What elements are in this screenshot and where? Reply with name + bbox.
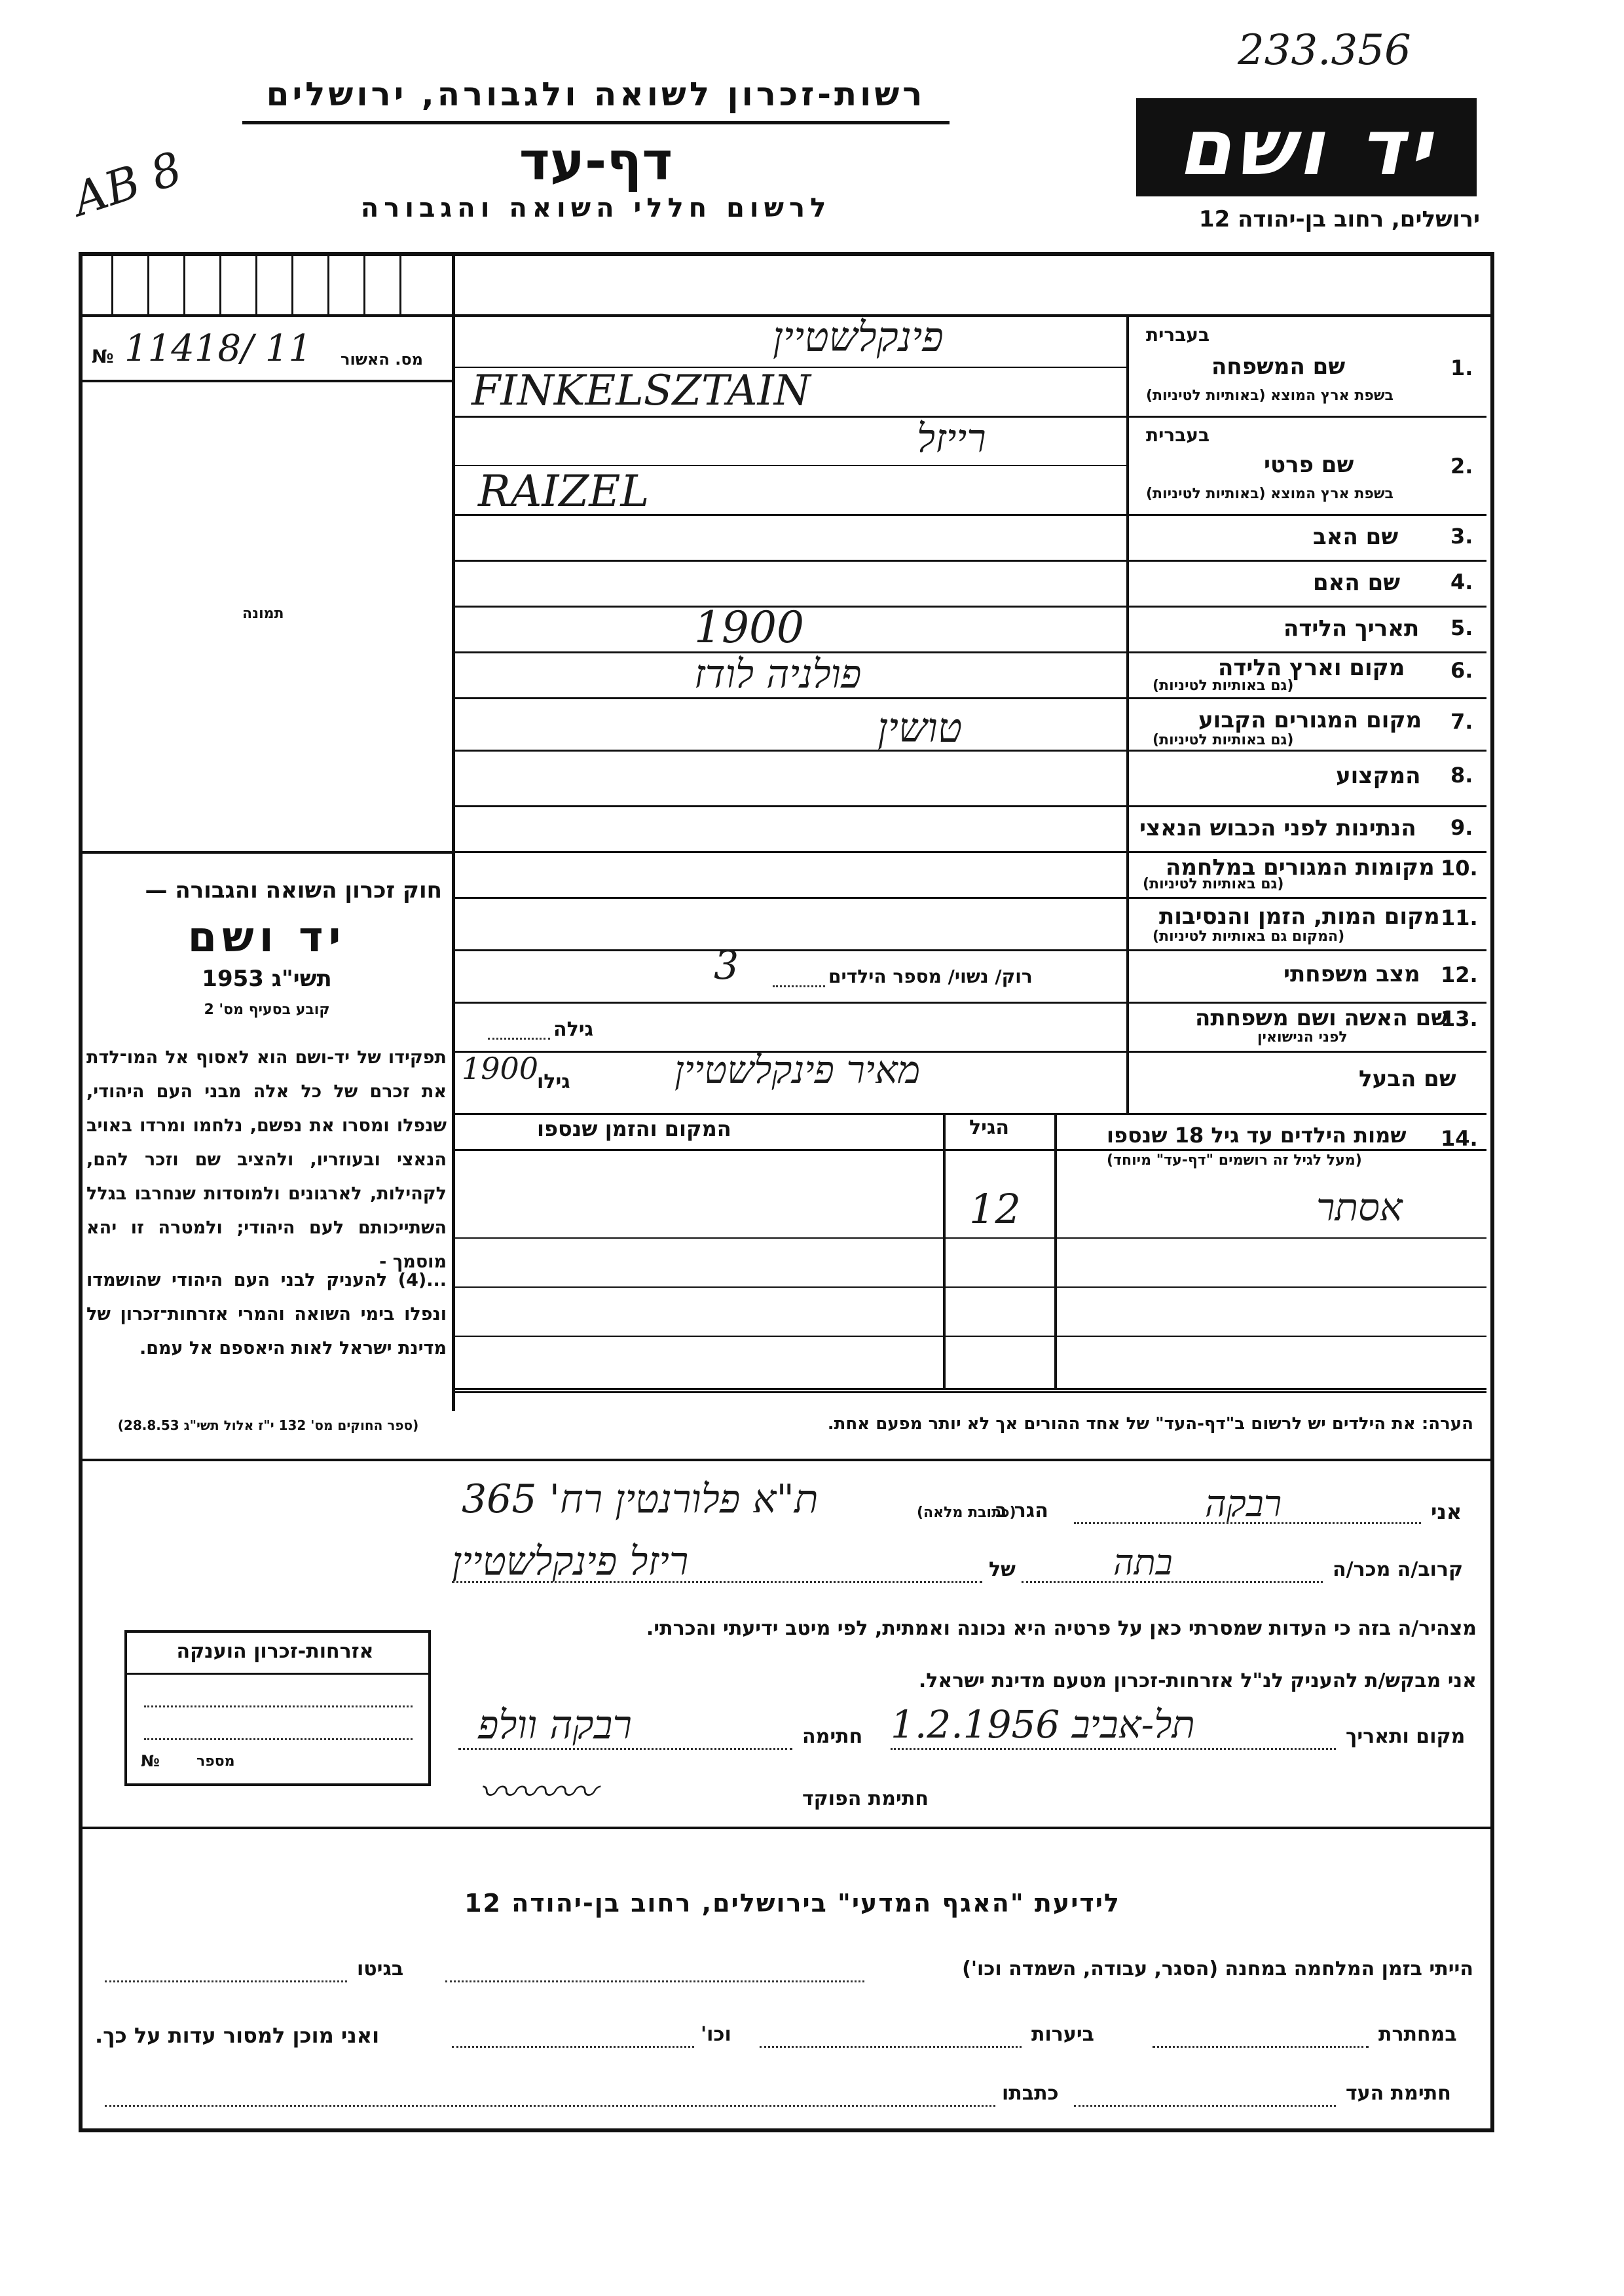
label-column-divider <box>1126 314 1129 1113</box>
field-2-label: שם פרטי <box>1264 452 1354 478</box>
field-10-sub: (גם באותיות לטיניות) <box>1143 876 1284 892</box>
law-title: חוק זכרון השואה והגבורה — <box>145 877 442 903</box>
field-5-value: 1900 <box>694 602 804 653</box>
field-7-value: טושין <box>877 704 963 752</box>
children-col-age: הגיל <box>969 1116 1009 1139</box>
field-1-heb-tag: בעברית <box>1146 324 1210 346</box>
field-6-sub: (גם באותיות לטיניות) <box>1153 678 1294 694</box>
field-12-options: רוק/ נשוי/ מספר הילדים <box>828 966 1033 987</box>
document-number: 233.356 <box>1238 26 1411 75</box>
field-2-hebrew-value: רייזל <box>917 416 986 462</box>
law-year: תשי"ג 1953 <box>202 966 332 992</box>
field-13-sub: לפני הנישואין <box>1257 1029 1348 1046</box>
law-text-1: תפקידו של יד-ושם הוא לאסוף אל המו־לדת את זכרם של כל אלה מבני העם היהודי, שנפלו ומסרו את נפשם, נלחמו ומרדו באויב הנאצי ובעוזריו, ולהציב שם וזכר להם, לקהילות, לארגונים ולמוסדות שנחרבו בגלל השתייכותם לעם היהודי; ולמטרה זו יהא מוסמך - <box>86 1048 447 1272</box>
bottom-line2-b: ביערות <box>1031 2023 1094 2046</box>
field-9-label: הנתינות לפני הכבוש הנאצי <box>1139 815 1416 841</box>
place-date-label: מקום ותאריך <box>1346 1725 1466 1748</box>
field-2-number: 2. <box>1450 454 1473 479</box>
form-title: דף-עד <box>519 131 673 192</box>
declaration-of-label: של <box>989 1558 1016 1581</box>
field-7-sub: (גם באותיות לטיניות) <box>1153 732 1294 748</box>
officer-signature-mark: 〰〰〰 <box>478 1770 596 1815</box>
field-13-number: 13. <box>1441 1006 1478 1031</box>
child-1-age: 12 <box>969 1185 1021 1233</box>
field-2-latin-value: RAIZEL <box>478 466 650 517</box>
husband-age: 1900 <box>462 1051 539 1086</box>
field-5-number: 5. <box>1450 615 1473 640</box>
field-4-number: 4. <box>1450 570 1473 594</box>
declaration-resides-label: הגר ב <box>995 1499 1048 1522</box>
declaration-name: רבקה <box>1205 1483 1282 1525</box>
field-6-value: פולניה לודז <box>694 651 862 697</box>
declaration-request: אני מבקש/ת להעניק לנ"ל אזרחות-זכרון מטעם מדינת ישראל. <box>918 1669 1477 1692</box>
bottom-line2-c: וכו' <box>701 2023 731 2046</box>
bottom-line1-end: בגיטו <box>357 1958 404 1980</box>
signature-value: רבקה וולפ <box>478 1702 632 1748</box>
header-address: ירושלים, רחוב בן-יהודה 12 <box>1198 206 1480 232</box>
husband-age-label: גילו <box>537 1070 570 1093</box>
bottom-line3-b: כתבתו <box>1002 2082 1059 2105</box>
field-6-label: מקום וארץ הלידה <box>1218 655 1405 681</box>
declaration-ani: אני <box>1431 1499 1462 1524</box>
field-6-number: 6. <box>1450 658 1473 683</box>
law-name: יד ושם <box>187 913 346 962</box>
children-label: שמות הילדים עד גיל 18 שנספו <box>1107 1123 1407 1148</box>
bottom-line3-a: חתימת העד <box>1346 2082 1451 2105</box>
note: הערה: את הילדים יש לרשום ב"דף-העד" של אחד ההורים אך לא יותר מפעם אחת. <box>827 1414 1473 1434</box>
citizenship-box-title: אזרחות-זכרון הוענקה <box>176 1640 374 1663</box>
child-1-name: אסתר <box>1316 1185 1403 1230</box>
field-13-label: שם האשה ושם משפחתה <box>1195 1005 1449 1031</box>
declaration-relation: בתה <box>1113 1542 1173 1583</box>
approval-prefix: № <box>92 346 114 367</box>
field-10-number: 10. <box>1441 856 1478 881</box>
field-7-number: 7. <box>1450 709 1473 734</box>
field-11-number: 11. <box>1441 905 1478 930</box>
declaration-of-name: ריזל פינקלשטיין <box>452 1539 689 1584</box>
law-citation: (ספר החוקים מס' 132 י"ז אלול תשי"ג 28.8.53) <box>117 1417 419 1433</box>
citizenship-box-number-prefix: № <box>141 1752 160 1770</box>
field-4-label: שם האם <box>1313 570 1401 596</box>
field-3-label: שם האב <box>1313 524 1399 550</box>
declaration-address: ת"א פלורנטין רח' 365 <box>462 1476 819 1522</box>
declaration-statement: מצהיר/ה בזה כי העדות שמסרתי כאן על פרטיה היא נכונה ואמתית, לפי מיטב ידיעתי והכרתי. <box>646 1617 1477 1640</box>
field-7-label: מקום המגורים הקבוע <box>1198 707 1422 733</box>
place-date-value: תל-אביב 1.2.1956 <box>891 1702 1195 1747</box>
field-8-number: 8. <box>1450 763 1473 788</box>
field-3-number: 3. <box>1450 524 1473 549</box>
form-subtitle: לרשום חללי השואה והגבורה <box>360 193 832 223</box>
field-12-children-count: 3 <box>714 943 739 989</box>
field-12-number: 12. <box>1441 962 1478 987</box>
field-2-sub: בשפת ארץ המוצא (באותיות לטיניות) <box>1146 486 1393 502</box>
citizenship-box-number-label: מספר <box>196 1753 235 1770</box>
authority-name: רשות-זכרון לשואה ולגבורה, ירושלים <box>266 75 926 113</box>
husband-name: מאיר פינקלשטיין <box>674 1048 921 1092</box>
field-1-label: שם המשפחה <box>1211 354 1346 380</box>
margin-note: AB 8 <box>66 141 189 227</box>
field-1-number: 1. <box>1450 355 1473 380</box>
field-8-label: המקצוע <box>1336 763 1421 789</box>
field-1-hebrew-value: פינקלשטיין <box>773 313 944 361</box>
children-sub: (מעל לגיל זה רושמים "דף-עד" מיוחד) <box>1107 1152 1362 1169</box>
field-10-label: מקומות המגורים במלחמה <box>1166 854 1435 881</box>
officer-signature-label: חתימת הפוקד <box>802 1787 929 1810</box>
field-12-label: מצב משפחתי <box>1283 961 1420 987</box>
bottom-line2-a: במחתרת <box>1378 2023 1457 2046</box>
children-number: 14. <box>1441 1126 1478 1151</box>
photo-label: תמונה <box>242 606 284 622</box>
field-11-label: מקום המות, הזמן והנסיבות <box>1159 903 1440 930</box>
field-5-label: תאריך הלידה <box>1283 615 1420 642</box>
bottom-title: לידיעת "האגף המדעי" בירושלים, רחוב בן-יהודה 12 <box>464 1889 1120 1918</box>
field-1-sub: בשפת ארץ המוצא (באותיות לטיניות) <box>1146 388 1393 404</box>
approval-label: מס. האשור <box>341 350 423 369</box>
bottom-line2-d: ואני מוכן למסור עדות על כך. <box>95 2023 380 2048</box>
approval-number: 11418/ 11 <box>124 327 312 370</box>
declaration-relation-label: קרוב/ה מכר/ה <box>1333 1558 1464 1581</box>
field-11-sub: (המקום גם באותיות לטיניות) <box>1153 928 1345 945</box>
children-col-place: המקום והזמן שנספו <box>537 1116 731 1141</box>
law-clause: קובע בסעיף מס' 2 <box>204 1002 330 1018</box>
signature-label: חתימה <box>802 1725 863 1748</box>
field-2-heb-tag: בעברית <box>1146 424 1210 446</box>
husband-label: שם הבעל <box>1359 1066 1456 1092</box>
law-text-2: ...(4) להעניק לבני העם היהודי שהושמדו ונפלו בימי השואה והמרי אזרחות־זכרון של מדינת ישראל לאות היאספם אל עמם. <box>86 1270 447 1358</box>
declaration-address-hint: (כתובת מלאה) <box>917 1504 1016 1521</box>
bottom-line1-text: הייתי בזמן המלחמה במחנה (הסגר, עבודה, השמדה וכו') <box>962 1958 1473 1980</box>
field-1-latin-value: FINKELSZTAIN <box>471 367 811 415</box>
header-rule <box>242 121 950 124</box>
field-13-age-label: גילה <box>553 1018 593 1041</box>
field-9-number: 9. <box>1450 815 1473 840</box>
yad-vashem-logo: יד ושם <box>1136 98 1477 196</box>
